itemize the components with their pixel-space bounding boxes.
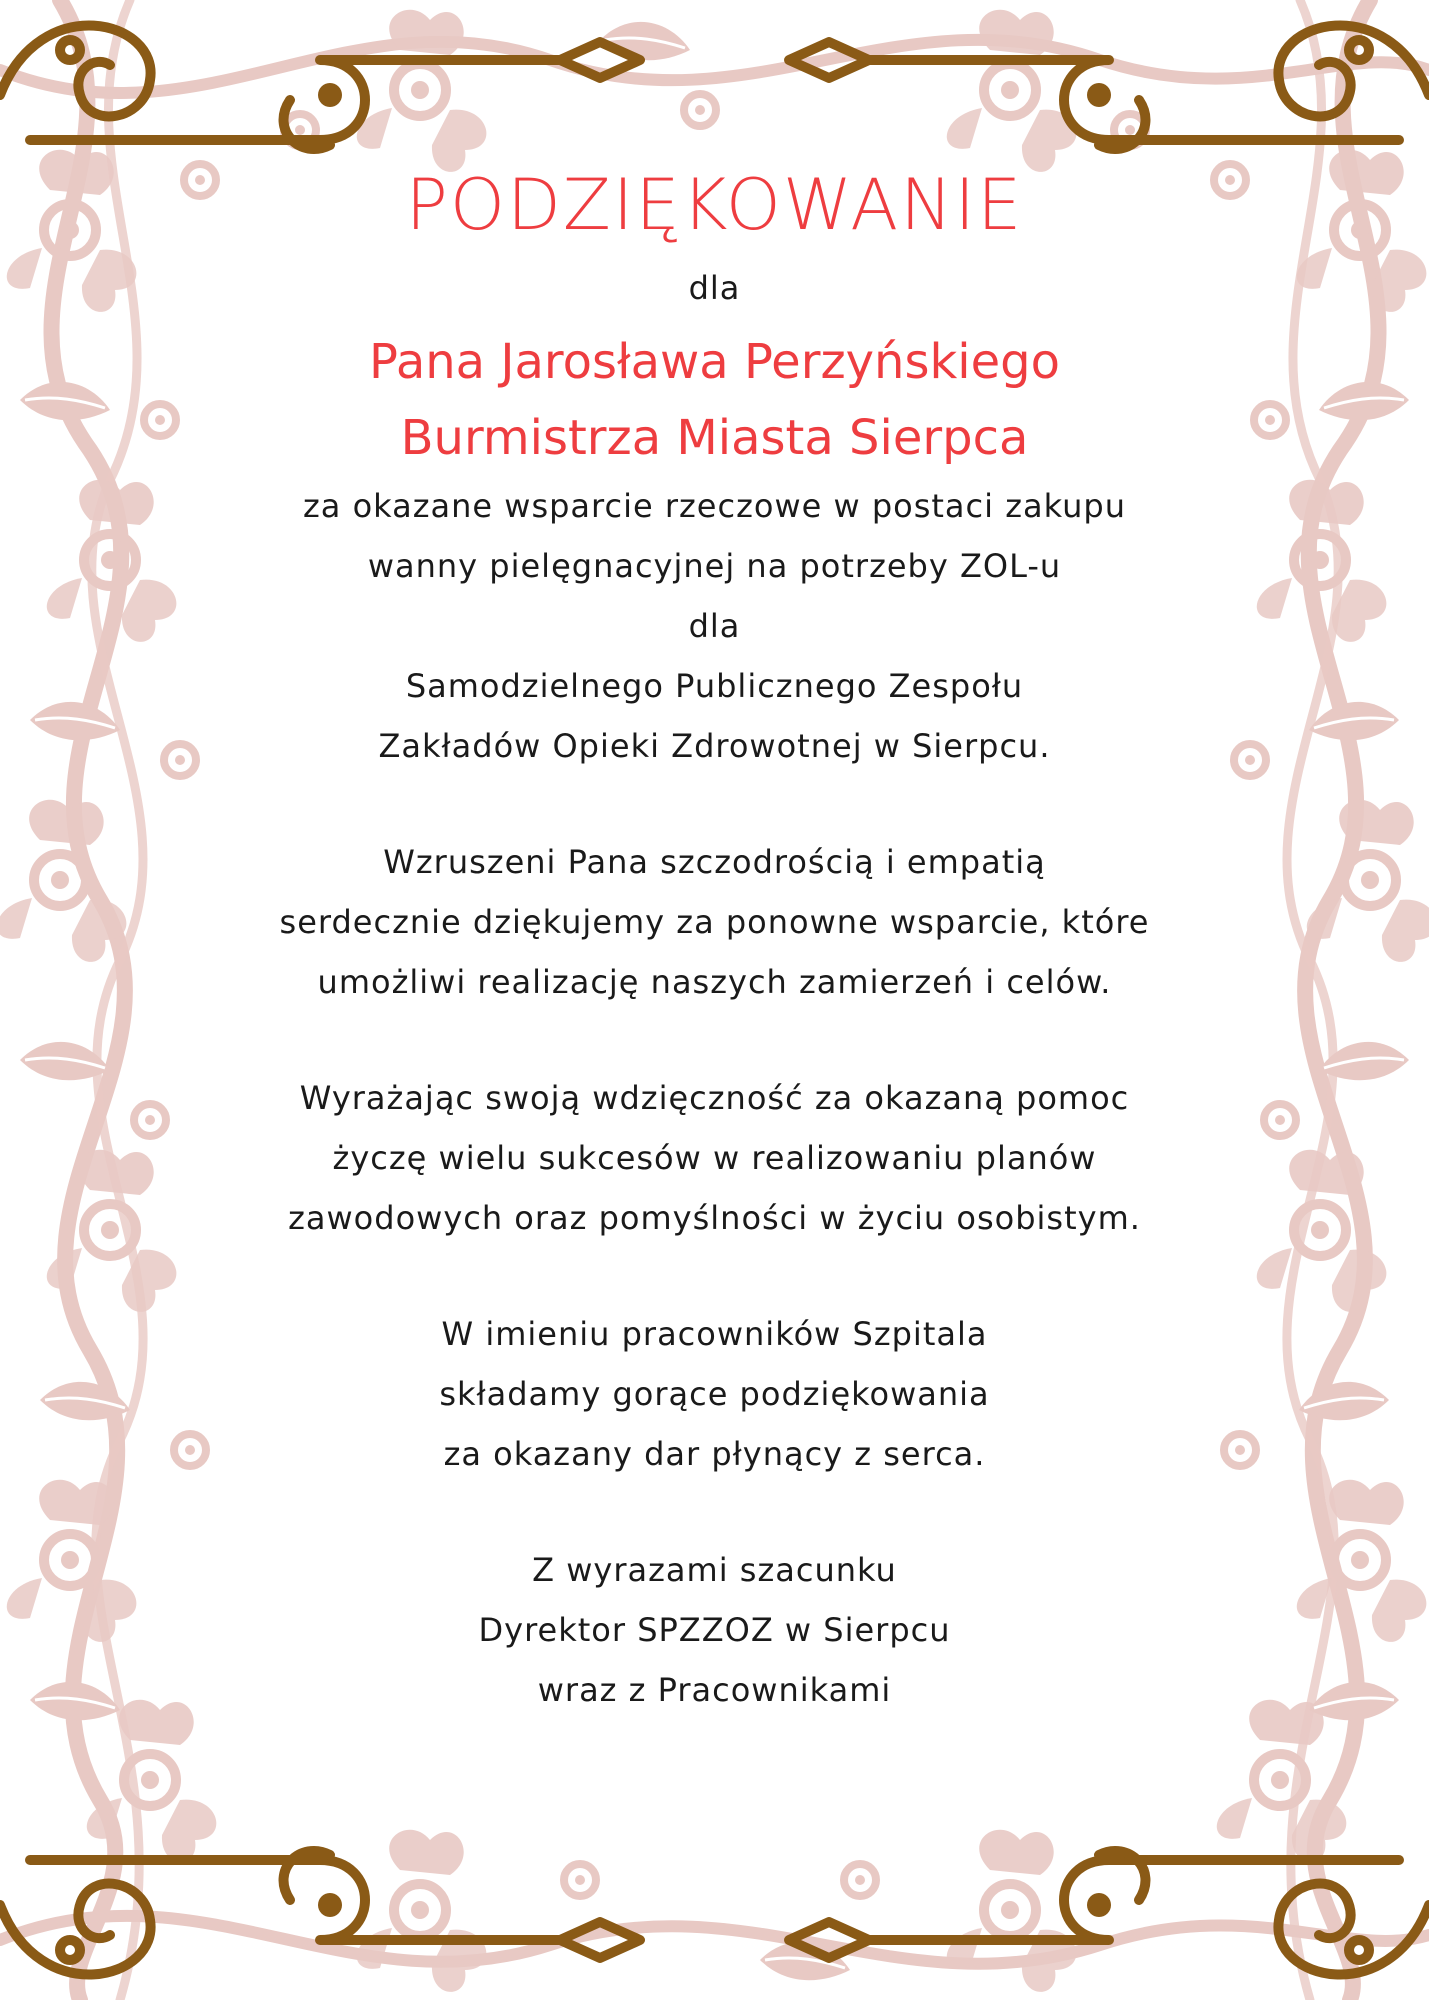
paragraph-3-line-3: za okazany dar płynący z serca. [443,1435,986,1473]
institution-line-1: Samodzielnego Publicznego Zespołu [405,667,1024,705]
page-title: PODZIĘKOWANIE [405,164,1024,246]
dla-line-1: dla [688,269,741,307]
signature-line-2: Dyrektor SPZZOZ w Sierpcu [478,1611,951,1649]
paragraph-2-line-2: życzę wielu sukcesów w realizowaniu planów [332,1139,1097,1177]
reason-line-2: wanny pielęgnacyjnej na potrzeby ZOL-u [367,547,1062,585]
paragraph-1-line-1: Wzruszeni Pana szczodrością i empatią [383,843,1046,881]
dla-line-2: dla [688,607,741,645]
signature-line-1: Z wyrazami szacunku [532,1551,897,1589]
paragraph-3-line-2: składamy gorące podziękowania [439,1375,990,1413]
signature-line-3: wraz z Pracownikami [537,1671,892,1709]
recipient-name: Pana Jarosława Perzyńskiego [369,334,1060,390]
certificate-content [180,160,1249,1720]
paragraph-3-line-1: W imieniu pracowników Szpitala [441,1315,988,1353]
institution-line-2: Zakładów Opieki Zdrowotnej w Sierpcu. [378,727,1051,765]
paragraph-1-line-3: umożliwi realizację naszych zamierzeń i celów. [317,963,1112,1001]
paragraph-2-line-3: zawodowych oraz pomyślności w życiu osobistym. [288,1199,1141,1237]
recipient-role: Burmistrza Miasta Sierpca [400,410,1029,466]
reason-line-1: za okazane wsparcie rzeczowe w postaci zakupu [302,487,1127,525]
paragraph-2-line-1: Wyrażając swoją wdzięczność za okazaną pomoc [299,1079,1130,1117]
paragraph-1-line-2: serdecznie dziękujemy za ponowne wsparcie, które [279,903,1150,941]
